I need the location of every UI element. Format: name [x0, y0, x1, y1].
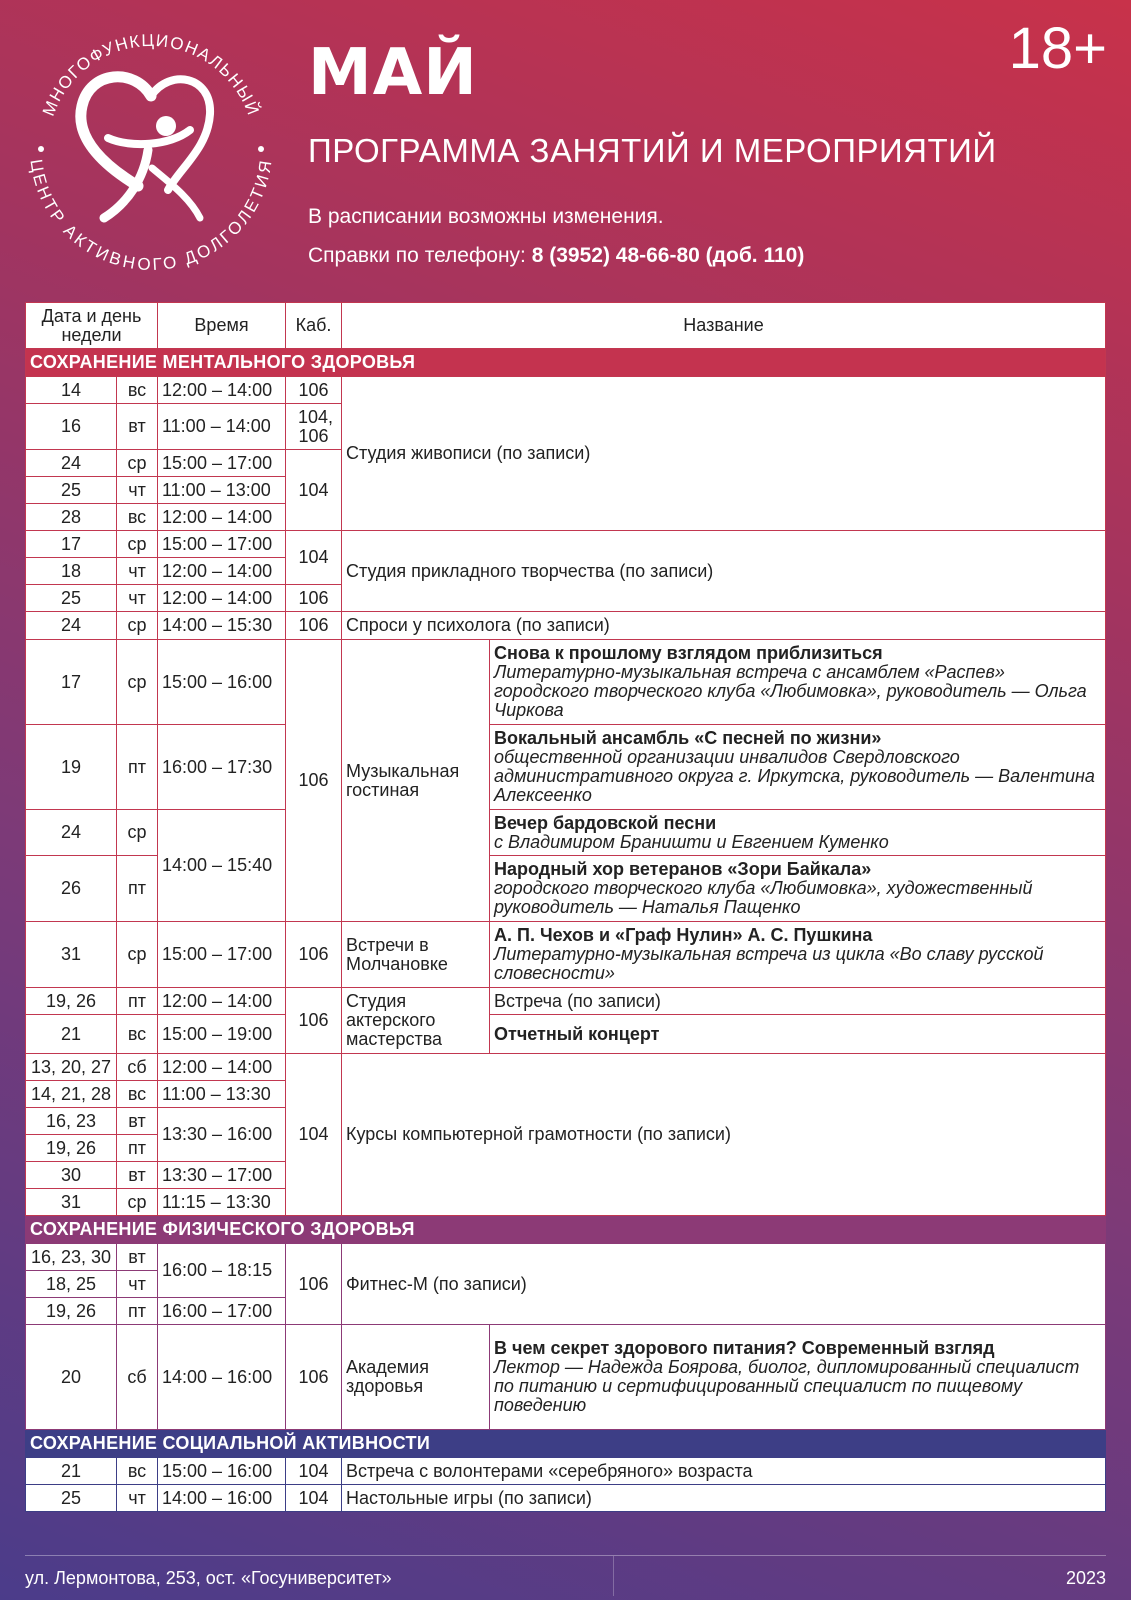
date-cell: 21: [26, 1015, 117, 1054]
page-subtitle: ПРОГРАММА ЗАНЯТИЙ И МЕРОПРИЯТИЙ: [308, 132, 997, 169]
event-name: Настольные игры (по записи): [342, 1485, 1106, 1512]
table-row: [26, 1325, 1106, 1430]
phone-label: Справки по телефону:: [308, 244, 532, 267]
day-cell: пт: [117, 988, 158, 1015]
event-title: Снова к прошлому взглядом приблизиться: [494, 643, 883, 663]
time-cell: 14:00 – 16:00: [158, 1325, 286, 1430]
date-cell: 24: [26, 450, 117, 477]
event-name: Встречи в Молчановке: [342, 922, 490, 988]
event-title: В чем секрет здорового питания? Современный взгляд: [494, 1338, 995, 1358]
table-row: [26, 725, 1106, 810]
date-cell: 20: [26, 1325, 117, 1430]
time-cell: 16:00 – 17:00: [158, 1298, 286, 1325]
date-cell: 31: [26, 922, 117, 988]
date-cell: 31: [26, 1189, 117, 1216]
room-cell: 106: [286, 988, 342, 1054]
room-cell: 106: [286, 640, 342, 922]
room-cell: 104: [286, 531, 342, 585]
event-description: Литературно-музыкальная встреча из цикла «Во славу русской словесности»: [494, 944, 1044, 983]
event-details: [490, 1325, 1106, 1430]
phone-number: 8 (3952) 48-66-80 (доб. 110): [531, 244, 805, 267]
date-cell: 24: [26, 612, 117, 640]
day-cell: пт: [117, 1135, 158, 1162]
section-title: СОХРАНЕНИЕ СОЦИАЛЬНОЙ АКТИВНОСТИ: [26, 1430, 1106, 1458]
event-details: [490, 640, 1106, 725]
day-cell: вт: [117, 1108, 158, 1135]
event-name: Встреча с волонтерами «серебряного» возраста: [342, 1458, 1106, 1485]
day-cell: вс: [117, 1081, 158, 1108]
date-cell: 18: [26, 558, 117, 585]
table-row: [26, 922, 1106, 988]
schedule-note: В расписании возможны изменения.: [308, 205, 664, 228]
table-row: [26, 377, 1106, 404]
room-cell: 106: [286, 377, 342, 404]
room-cell: 104, 106: [286, 404, 342, 450]
day-cell: вт: [117, 404, 158, 450]
section-title: СОХРАНЕНИЕ ФИЗИЧЕСКОГО ЗДОРОВЬЯ: [26, 1216, 1106, 1244]
day-cell: ср: [117, 640, 158, 725]
time-cell: 15:00 – 16:00: [158, 1458, 286, 1485]
event-name: Академия здоровья: [342, 1325, 490, 1430]
date-cell: 19, 26: [26, 1298, 117, 1325]
year: 2023: [1065, 1568, 1106, 1588]
figure-head-icon: [156, 116, 176, 136]
table-row: [26, 988, 1106, 1015]
event-description: общественной организации инвалидов Свердловского административного округа г. Иркутска, руководитель — Валентина Алексеенко: [494, 747, 1095, 805]
col-header-date: Дата и день недели: [26, 303, 158, 349]
event-title: Вечер бардовской песни: [494, 812, 717, 833]
event-description: с Владимиром Браништи и Евгением Куменко: [494, 831, 889, 852]
logo: [20, 18, 282, 280]
event-details: [490, 810, 1106, 856]
section-physical: [26, 1216, 1106, 1244]
day-cell: вс: [117, 1458, 158, 1485]
table-row: [26, 1244, 1106, 1271]
time-cell: 14:00 – 15:30: [158, 612, 286, 640]
day-cell: чт: [117, 1485, 158, 1512]
day-cell: ср: [117, 810, 158, 856]
table-row: [26, 1015, 1106, 1054]
date-cell: 25: [26, 1485, 117, 1512]
day-cell: вс: [117, 377, 158, 404]
date-cell: 24: [26, 810, 117, 856]
event-title: Вокальный ансамбль «С песней по жизни»: [494, 728, 882, 748]
time-cell: 15:00 – 16:00: [158, 640, 286, 725]
event-description: Лектор — Надежда Боярова, биолог, дипломированный специалист по питанию и сертифицированный специалист по пищевому поведению: [494, 1357, 1080, 1415]
col-header-name: Название: [342, 303, 1106, 349]
day-cell: сб: [117, 1325, 158, 1430]
schedule-table: [25, 302, 1106, 1512]
date-cell: 18, 25: [26, 1271, 117, 1298]
date-cell: 14, 21, 28: [26, 1081, 117, 1108]
phone-info: [308, 242, 804, 270]
table-header-row: [26, 303, 1106, 349]
date-cell: 30: [26, 1162, 117, 1189]
event-title: А. П. Чехов и «Граф Нулин» А. С. Пушкина: [494, 925, 873, 945]
day-cell: пт: [117, 856, 158, 922]
room-cell: 106: [286, 922, 342, 988]
table-row: [26, 1458, 1106, 1485]
time-cell: 12:00 – 14:00: [158, 504, 286, 531]
room-cell: 106: [286, 585, 342, 612]
section-mental: [26, 349, 1106, 377]
day-cell: ср: [117, 450, 158, 477]
time-cell: 11:00 – 13:00: [158, 477, 286, 504]
day-cell: пт: [117, 725, 158, 810]
footer-divider: [613, 1556, 614, 1596]
day-cell: ср: [117, 1189, 158, 1216]
date-cell: 19: [26, 725, 117, 810]
event-name: Студия живописи (по записи): [342, 377, 1106, 531]
time-cell: 15:00 – 17:00: [158, 531, 286, 558]
event-details: [490, 725, 1106, 810]
room-cell: 104: [286, 1054, 342, 1216]
day-cell: ср: [117, 612, 158, 640]
time-cell: 12:00 – 14:00: [158, 558, 286, 585]
page-title: МАЙ: [308, 36, 478, 110]
section-social: [26, 1430, 1106, 1458]
section-title: СОХРАНЕНИЕ МЕНТАЛЬНОГО ЗДОРОВЬЯ: [26, 349, 1106, 377]
col-header-room: Каб.: [286, 303, 342, 349]
event-details: Встреча (по записи): [490, 988, 1106, 1015]
footer: [25, 1555, 1106, 1596]
room-cell: 106: [286, 612, 342, 640]
event-description: городского творческого клуба «Любимовка», художественный руководитель — Наталья Пащенко: [494, 878, 1033, 917]
event-title: Народный хор ветеранов «Зори Байкала»: [494, 859, 872, 879]
day-cell: чт: [117, 1271, 158, 1298]
day-cell: чт: [117, 477, 158, 504]
date-cell: 16, 23: [26, 1108, 117, 1135]
event-name: Спроси у психолога (по записи): [342, 612, 1106, 640]
table-row: [26, 531, 1106, 558]
day-cell: вс: [117, 1015, 158, 1054]
age-rating-badge: 18+: [1008, 16, 1107, 81]
table-row: [26, 1054, 1106, 1081]
date-cell: 17: [26, 531, 117, 558]
room-cell: 104: [286, 1485, 342, 1512]
logo-emblem: [20, 18, 282, 280]
event-name: Музыкальная гостиная: [342, 640, 490, 922]
logo-text-bottom: ЦЕНТР АКТИВНОГО ДОЛГОЛЕТИЯ: [26, 157, 276, 275]
day-cell: ср: [117, 531, 158, 558]
date-cell: 25: [26, 585, 117, 612]
date-cell: 13, 20, 27: [26, 1054, 117, 1081]
day-cell: ср: [117, 922, 158, 988]
col-header-time: Время: [158, 303, 286, 349]
date-cell: 21: [26, 1458, 117, 1485]
room-cell: 104: [286, 450, 342, 531]
date-cell: 16: [26, 404, 117, 450]
day-cell: сб: [117, 1054, 158, 1081]
event-name: Студия актерского мастерства: [342, 988, 490, 1054]
time-cell: 15:00 – 19:00: [158, 1015, 286, 1054]
day-cell: вт: [117, 1244, 158, 1271]
time-cell: 12:00 – 14:00: [158, 377, 286, 404]
time-cell: 14:00 – 15:40: [158, 810, 286, 922]
event-details: [490, 856, 1106, 922]
table-row: [26, 1485, 1106, 1512]
date-cell: 26: [26, 856, 117, 922]
event-name: Курсы компьютерной грамотности (по записи): [342, 1054, 1106, 1216]
time-cell: 15:00 – 17:00: [158, 922, 286, 988]
table-row: [26, 810, 1106, 856]
event-details: [490, 922, 1106, 988]
heart-figure-icon: [81, 77, 210, 218]
time-cell: 13:30 – 17:00: [158, 1162, 286, 1189]
time-cell: 11:15 – 13:30: [158, 1189, 286, 1216]
date-cell: 16, 23, 30: [26, 1244, 117, 1271]
event-name: Студия прикладного творчества (по записи): [342, 531, 1106, 612]
logo-text-top: МНОГОФУНКЦИОНАЛЬНЫЙ: [38, 30, 264, 119]
date-cell: 17: [26, 640, 117, 725]
time-cell: 13:30 – 16:00: [158, 1108, 286, 1162]
time-cell: 12:00 – 14:00: [158, 585, 286, 612]
time-cell: 12:00 – 14:00: [158, 988, 286, 1015]
room-cell: 106: [286, 1244, 342, 1325]
date-cell: 19, 26: [26, 988, 117, 1015]
table-row: [26, 640, 1106, 725]
time-cell: 16:00 – 17:30: [158, 725, 286, 810]
date-cell: 19, 26: [26, 1135, 117, 1162]
day-cell: чт: [117, 585, 158, 612]
event-description: Литературно-музыкальная встреча с ансамблем «Распев» городского творческого клуба «Любимовка», руководитель — Ольга Чиркова: [494, 662, 1087, 720]
time-cell: 11:00 – 14:00: [158, 404, 286, 450]
date-cell: 25: [26, 477, 117, 504]
day-cell: вт: [117, 1162, 158, 1189]
time-cell: 16:00 – 18:15: [158, 1244, 286, 1298]
room-cell: 106: [286, 1325, 342, 1430]
day-cell: пт: [117, 1298, 158, 1325]
time-cell: 12:00 – 14:00: [158, 1054, 286, 1081]
room-cell: 104: [286, 1458, 342, 1485]
address: ул. Лермонтова, 253, ост. «Госуниверситет»: [25, 1568, 392, 1588]
event-name: Фитнес-М (по записи): [342, 1244, 1106, 1325]
time-cell: 15:00 – 17:00: [158, 450, 286, 477]
day-cell: чт: [117, 558, 158, 585]
time-cell: 14:00 – 16:00: [158, 1485, 286, 1512]
date-cell: 14: [26, 377, 117, 404]
day-cell: вс: [117, 504, 158, 531]
table-row: [26, 612, 1106, 640]
event-details: Отчетный концерт: [490, 1015, 1106, 1054]
date-cell: 28: [26, 504, 117, 531]
time-cell: 11:00 – 13:30: [158, 1081, 286, 1108]
